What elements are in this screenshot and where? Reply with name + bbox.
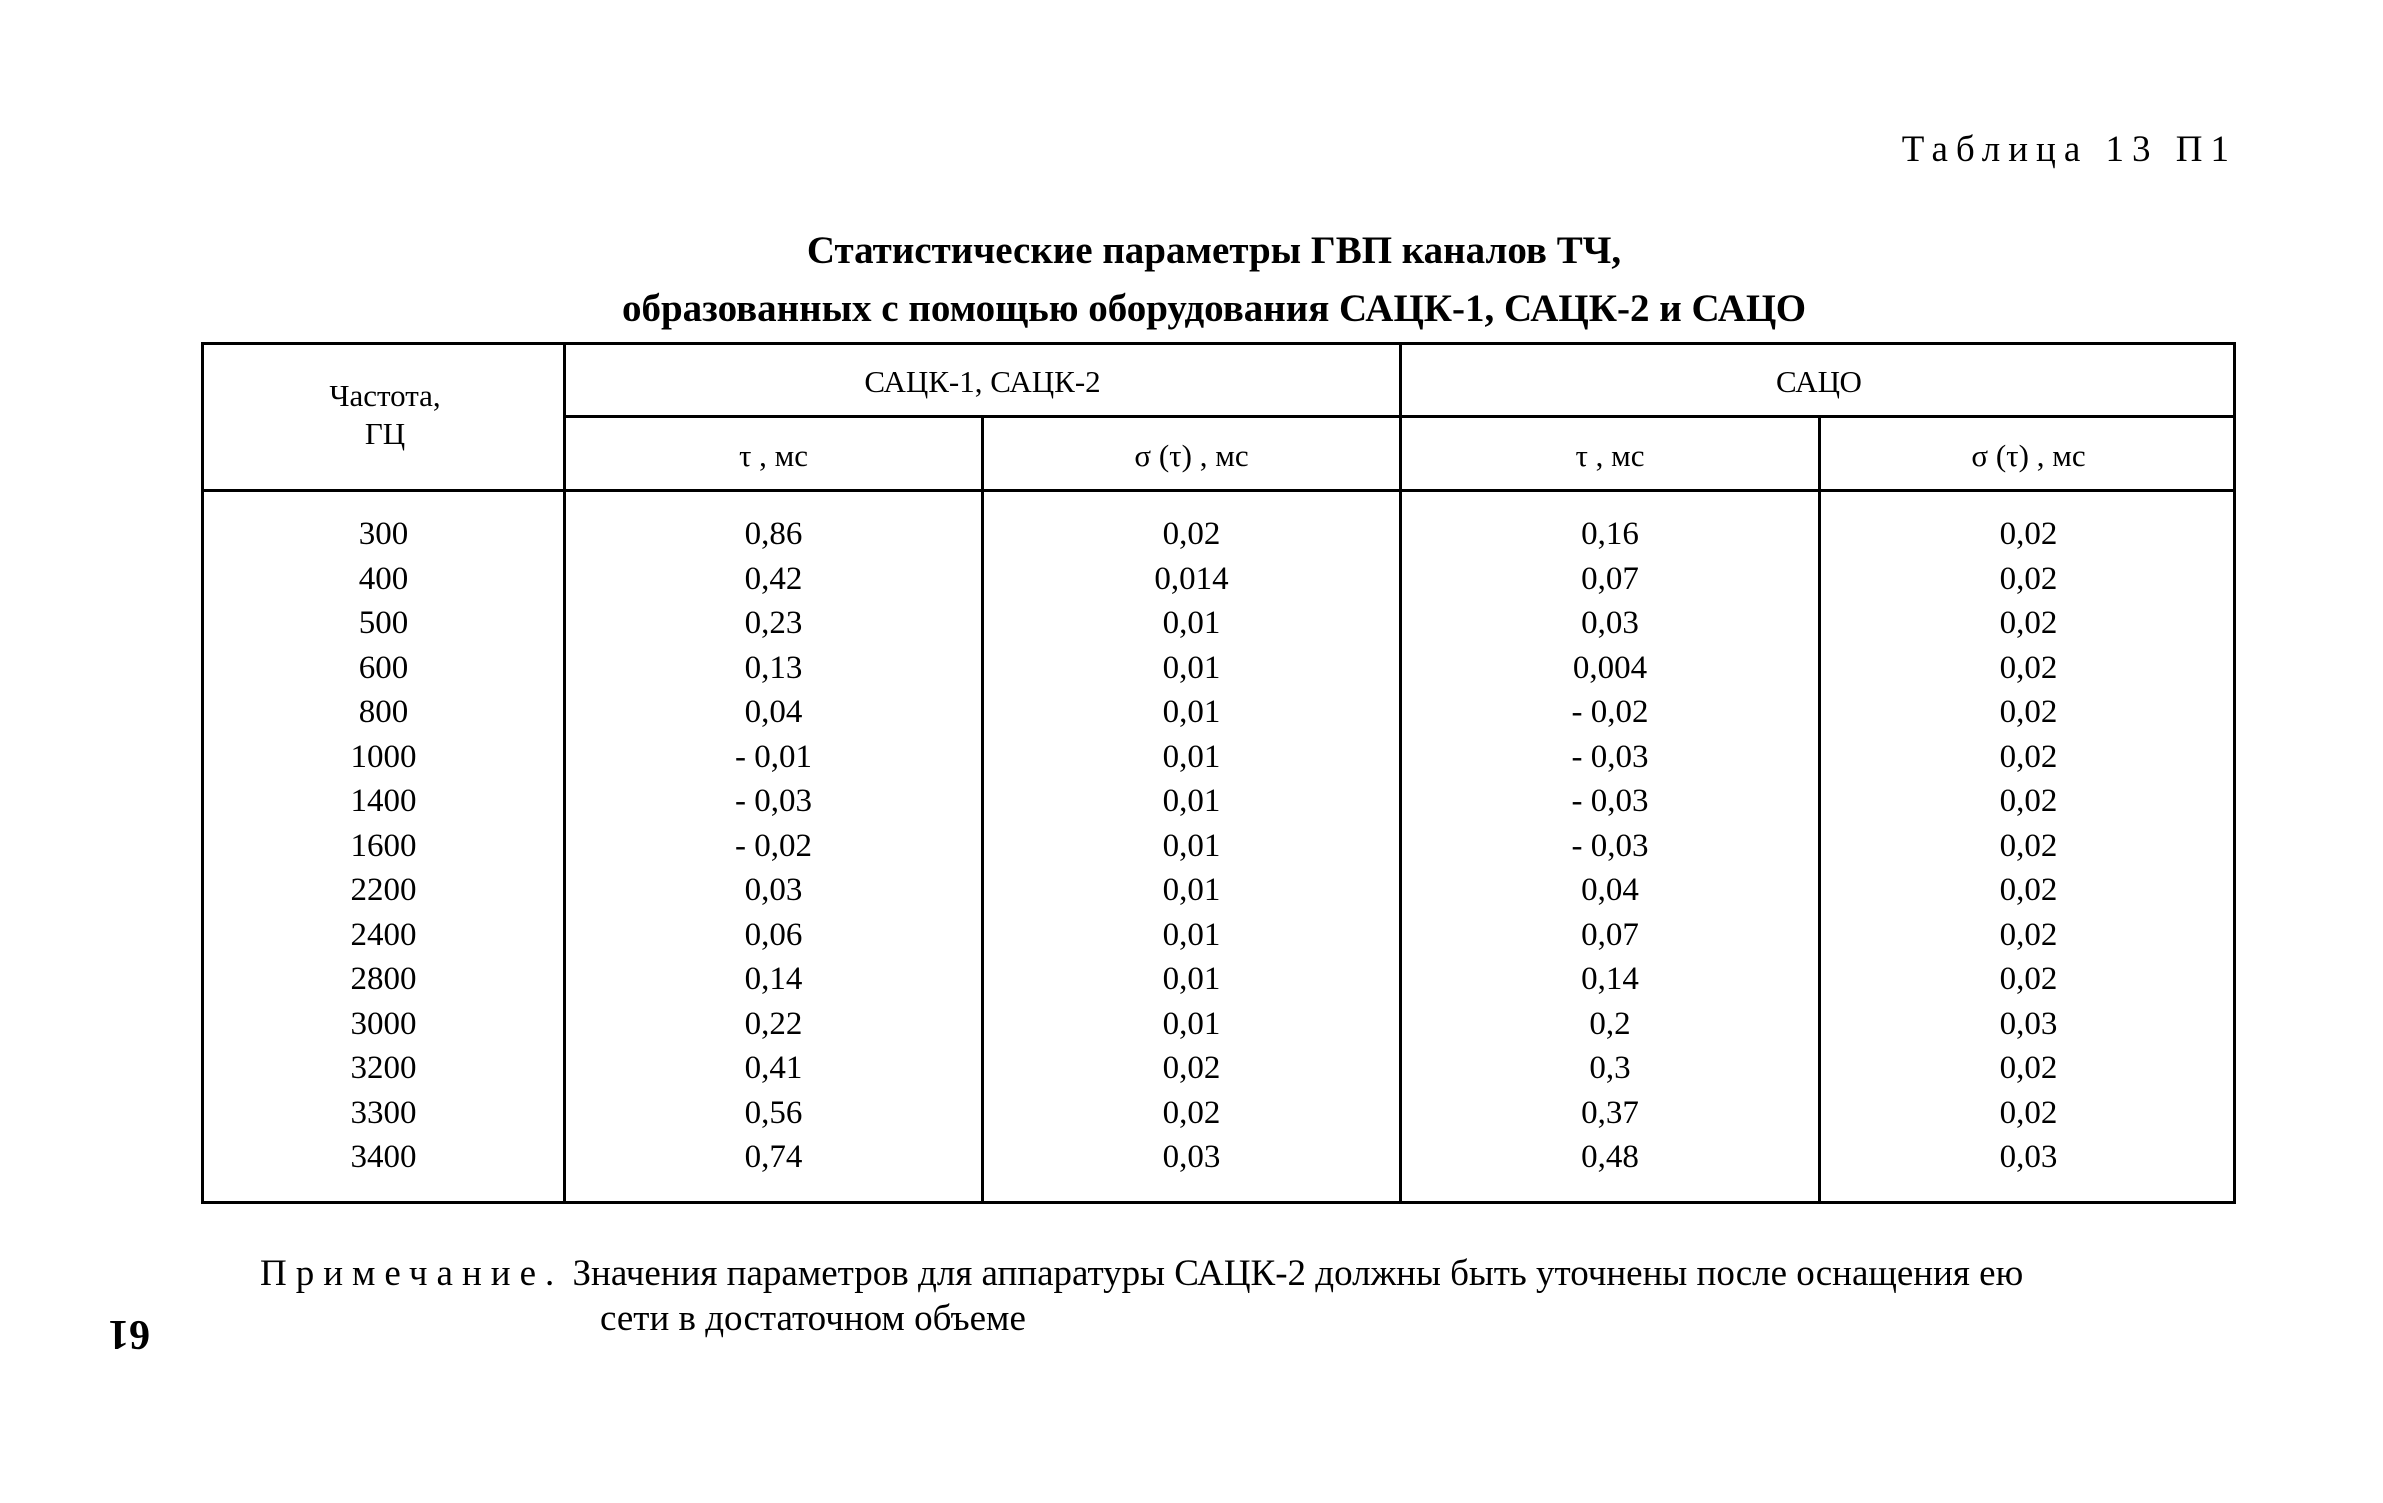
header-bottom-border <box>204 489 2233 492</box>
table-cell: 800 <box>358 694 409 730</box>
table-cell: 1600 <box>350 827 417 864</box>
group-header-sack: САЦК-1, САЦК-2 <box>864 364 1101 399</box>
table-cell: 0,01 <box>1162 694 1221 730</box>
note-text-line2: сети в достаточном объеме <box>600 1298 1026 1339</box>
table-cell: 3000 <box>350 1005 417 1042</box>
table-cell: 0,37 <box>1581 1094 1639 1131</box>
table-title-line1: Статистические параметры ГВП каналов ТЧ, <box>806 229 1622 272</box>
group-header-saco: САЦО <box>1776 364 1862 399</box>
table-cell: 0,14 <box>1581 961 1639 997</box>
table-cell: 0,48 <box>1581 1139 1639 1175</box>
table-cell: 600 <box>358 649 409 686</box>
column-saco-tau <box>1402 512 1818 1180</box>
table-cell: 0,16 <box>1581 516 1639 552</box>
table-cell: 0,02 <box>1999 516 2058 552</box>
subheader-sack-sigma: σ (τ) , мс <box>1134 438 1249 473</box>
table-cell: 0,01 <box>1162 916 1221 953</box>
table-cell: 0,56 <box>744 1094 803 1131</box>
table-cell: 0,01 <box>1162 605 1221 641</box>
table-cell: 0,41 <box>744 1050 803 1086</box>
table-cell: 0,07 <box>1581 916 1639 953</box>
table-cell: 0,14 <box>744 961 803 997</box>
subheader-sack-tau: τ , мс <box>738 438 809 473</box>
page-number: 61 <box>108 1311 150 1357</box>
column-saco-sigma <box>1821 512 2236 1180</box>
table-cell: 0,06 <box>744 916 803 953</box>
table-cell: 0,2 <box>1589 1005 1631 1042</box>
table-cell: - 0,02 <box>735 827 812 864</box>
table-cell: 300 <box>358 516 409 552</box>
note <box>260 1251 2240 1341</box>
table-cell: 0,04 <box>1581 872 1639 908</box>
table-cell: 400 <box>358 560 409 597</box>
table-label: Таблица 13 П1 <box>1901 129 2237 170</box>
table-cell: 0,02 <box>1999 1094 2058 1131</box>
table-cell: 0,02 <box>1162 1050 1221 1086</box>
table-cell: 0,02 <box>1999 783 2058 819</box>
table-cell: 0,02 <box>1999 916 2058 953</box>
table-cell: 0,01 <box>1162 649 1221 686</box>
table-cell: 2400 <box>350 916 417 953</box>
table-cell: 0,01 <box>1162 1005 1221 1042</box>
table-cell: 0,02 <box>1999 694 2058 730</box>
table-cell: 0,01 <box>1162 783 1221 819</box>
table-cell: - 0,03 <box>1571 783 1649 819</box>
table-cell: 0,004 <box>1572 649 1648 686</box>
table-cell: 0,014 <box>1154 560 1229 597</box>
column-sack-sigma <box>984 512 1399 1180</box>
table-cell: 3400 <box>350 1139 417 1175</box>
table-cell: 0,23 <box>744 605 803 641</box>
table-cell: 3200 <box>350 1050 417 1086</box>
table-title-line2: образованных с помощью оборудования САЦК-1, САЦК-2 и САЦО <box>621 287 1807 330</box>
table-cell: 0,03 <box>1162 1139 1221 1175</box>
table-cell: 0,01 <box>1162 961 1221 997</box>
table-cell: 0,02 <box>1999 872 2058 908</box>
table-cell: 0,01 <box>1162 827 1221 864</box>
subheader-saco-sigma: σ (τ) , мс <box>1971 438 2086 473</box>
table-cell: 0,02 <box>1999 605 2058 641</box>
table-cell: 1000 <box>350 738 417 775</box>
table-cell: 0,02 <box>1999 1050 2058 1086</box>
table-cell: 0,02 <box>1162 1094 1221 1131</box>
table-cell: 3300 <box>350 1094 417 1131</box>
table-cell: 0,74 <box>744 1139 803 1175</box>
table-cell: 0,42 <box>744 560 803 597</box>
data-table <box>201 342 2236 1204</box>
table-cell: 2200 <box>350 872 417 908</box>
table-cell: - 0,03 <box>1571 738 1649 775</box>
table-cell: 0,22 <box>744 1005 803 1042</box>
table-cell: 0,03 <box>1999 1005 2058 1042</box>
note-text-line1: Значения параметров для аппаратуры САЦК-2 должны быть уточнены после оснащения ею <box>572 1253 2024 1294</box>
frequency-header-label: Частота, <box>329 378 441 413</box>
subheader-saco-tau: τ , мс <box>1575 438 1645 473</box>
table-cell: 0,02 <box>1999 827 2058 864</box>
table-cell: 0,3 <box>1589 1050 1631 1086</box>
column-frequency <box>204 512 563 1180</box>
column-sack-tau <box>566 512 981 1180</box>
table-cell: 0,03 <box>744 872 803 908</box>
table-cell: 0,02 <box>1999 738 2058 775</box>
table-cell: 0,04 <box>744 694 803 730</box>
table-cell: 0,01 <box>1162 738 1221 775</box>
table-cell: 2800 <box>350 961 417 997</box>
table-cell: - 0,02 <box>1571 694 1649 730</box>
table-cell: 0,02 <box>1999 560 2058 597</box>
table-cell: - 0,01 <box>735 738 812 775</box>
table-cell: 0,03 <box>1999 1139 2058 1175</box>
frequency-header-unit: ГЦ <box>364 416 406 451</box>
frequency-header <box>204 377 566 453</box>
table-cell: 0,03 <box>1581 605 1639 641</box>
table-cell: 0,02 <box>1999 649 2058 686</box>
table-cell: 0,86 <box>744 516 803 552</box>
table-cell: 0,02 <box>1162 516 1221 552</box>
note-label: Примечание. <box>260 1253 564 1294</box>
table-cell: 0,01 <box>1162 872 1221 908</box>
table-cell: 0,07 <box>1581 560 1639 597</box>
table-cell: 1400 <box>350 783 417 819</box>
table-cell: - 0,03 <box>735 783 812 819</box>
table-cell: 0,13 <box>744 649 803 686</box>
table-cell: - 0,03 <box>1571 827 1649 864</box>
header-divider <box>563 415 2233 418</box>
table-cell: 500 <box>358 605 409 641</box>
table-cell: 0,02 <box>1999 961 2058 997</box>
